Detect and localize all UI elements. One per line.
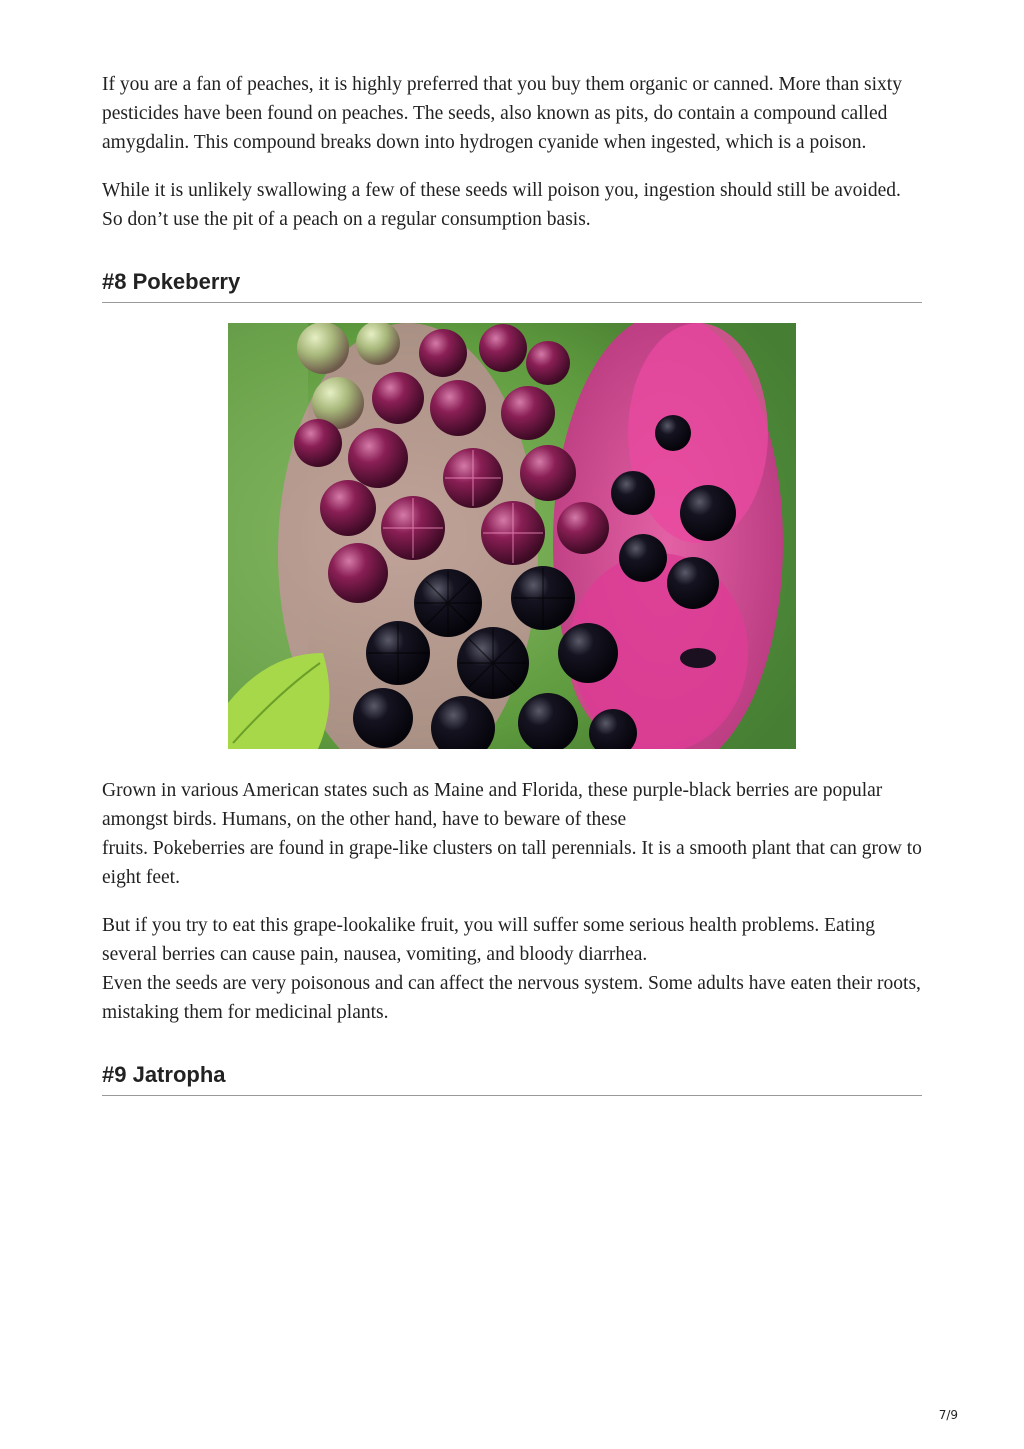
article-content: [102, 70, 922, 1096]
paragraph-peach-2: While it is unlikely swallowing a few of these seeds will poison you, ingestion should still be avoided. So don’t use the pit of a peach on a regular consumption basis.: [102, 180, 901, 230]
page-number: 7/9: [938, 1408, 958, 1422]
section-heading-pokeberry: #8 Pokeberry: [102, 269, 922, 303]
paragraph-pokeberry-2: But if you try to eat this grape-lookalike fruit, you will suffer some serious health problems. Eating several berries can cause pain, nausea, vomiting, and bloody diarrhea. Even the seeds are very poisonous and can affect the nervous system. Some adults have eaten their roots, mistaking them for medicinal plants.: [102, 915, 921, 1023]
pokeberry-image: [228, 323, 796, 749]
paragraph-pokeberry-1: Grown in various American states such as Maine and Florida, these purple-black berries are popular amongst birds. Humans, on the other hand, have to beware of these fruits. Pokeberries are found in grape-like clusters on tall perennials. It is a smooth plant that can grow to eight feet.: [102, 780, 922, 888]
paragraph-peach-1: If you are a fan of peaches, it is highly preferred that you buy them organic or canned. More than sixty pesticides have been found on peaches. The seeds, also known as pits, do contain a compound called amygdalin. This compound breaks down into hydrogen cyanide when ingested, which is a poison.: [102, 74, 902, 153]
section-heading-jatropha: #9 Jatropha: [102, 1062, 922, 1096]
pokeberry-photo-illustration: [228, 323, 796, 749]
